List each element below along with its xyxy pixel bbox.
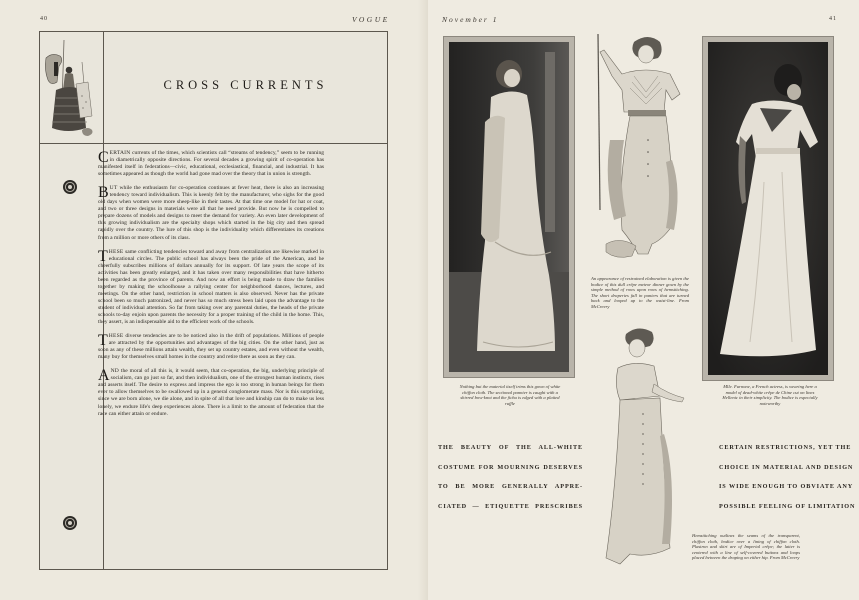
- drop-cap: T: [98, 247, 108, 265]
- frame-divider-horizontal: [40, 143, 387, 144]
- rosette-ornament-icon: [62, 179, 78, 195]
- woman-in-chiffon-gown-photo: [449, 42, 569, 372]
- sketch-hemstitched-gown: [592, 324, 692, 572]
- page-number-right: 41: [829, 16, 837, 22]
- photo-white-chiffon-gown: [444, 37, 574, 377]
- article-body: [98, 150, 324, 425]
- sketch-caption: Hemstitching outlines the seams of the transparent, chiffon cloth, bodice over a lining of chiffon cloth. Plastron and skirt are of Imperial crêpe; the latter is centered with a line of self-covered buttons and loops placed between the draping on either hip. From McCreery: [692, 533, 800, 561]
- article-paragraph: THESE diverse tendencies are to be noticed also in the drift of populations. Millions of people are attracted by the opportunities and advantages of the big cities. On the other hand, just as soon as any of these millions attain wealth, they set up country estates, and even without the wealth, many buy for themselves small homes in the country and retire there as soon as they can.: [98, 332, 324, 361]
- woman-at-easel-illustration: [42, 34, 100, 140]
- rosette-ornament-icon: [62, 515, 78, 531]
- drop-cap: T: [98, 332, 108, 350]
- article-title: CROSS CURRENTS: [163, 78, 328, 92]
- photo-caption: Nothing but the material itself trims this gown of white chiffon cloth. The sectional pannier is caught with a shirred bow-knot and the fichu is edged with a plaited ruffle: [459, 384, 561, 406]
- sketch-caption: An appearance of restrained elaboration is given the bodice of this dull crêpe meteor dinner gown by the simple method of rows upon rows of hemstitching. The short draperies fall in paniers that are turned back and looped up to the waist-line. From McCreery: [591, 276, 689, 309]
- article-paragraph: CERTAIN currents of the times, which scientists call “streams of tendency,” seem to be running in diametrically opposite directions. For several decades a growing spirit of co-operation has manifested itself in federations—civic, educational, ecclesiastical, financial, and industrial. It has sometimes appeared as though the world had gone mad over the theory that in union is strength.: [98, 149, 324, 178]
- running-head-vogue: VOGUE: [352, 15, 390, 24]
- pull-quote-right: CERTAIN RESTRICTIONS, YET THE CHOICE IN MATERIAL AND DESIGN IS WIDE ENOUGH TO OBVIATE ANY POSSIBLE FEELING OF LIMITATION: [719, 444, 856, 510]
- title-cell: [104, 32, 387, 143]
- running-head-date: November 1: [442, 15, 499, 24]
- woman-in-crepe-gown-photo: [708, 42, 828, 375]
- drop-cap: B: [98, 184, 109, 202]
- photo-crepe-de-chine-gown: [703, 37, 833, 380]
- article-paragraph: AND the moral of all this is, it would seem, that co-operation, the big, underlying principle of socialism, can go just so far, and then individualism, one of the strongest human instincts, rises and asserts itself. The desire to express and impress the ego is too strong in human beings for them ever to allow themselves to be swallowed up in a general conglomerate mass. Nor is this surprising, since we are born alone, we die alone, and in spite of all that love and kinship can do to make us less lonely, we endure life's deep experiences alone. There is a limit to the amount of federation that the race can either attain or endure.: [98, 367, 324, 417]
- sketch-dinner-gown: [586, 30, 696, 270]
- drop-cap: C: [98, 149, 109, 166]
- left-page: [0, 0, 428, 600]
- page-number-left: 40: [40, 16, 48, 22]
- article-paragraph: BUT while the enthusiasm for co-operation continues at fever heat, there is also an increasing tendency toward individualism. This is keenly felt by the manufacturer, who sighs for the good old days when women were more sheep-like in their tastes. At that time one model for hat or coat, and two or three designs in materials were all that he need provide. But now he is compelled to prepare dozens of models and designs to meet the demand for variety. An even later development of this growing individualism are the specialty shops which started in the big city and then spread rapidly over the country. The lure of this shop is the individuality which differentiates its creations from a million or more others of its class.: [98, 184, 324, 241]
- pull-quote-left: THE BEAUTY OF THE ALL-WHITE COSTUME FOR MOURNING DESERVES TO BE MORE GENERALLY APPRE- CIATED — ETIQUETTE PRESCRIBES: [438, 444, 583, 510]
- article-paragraph: THESE same conflicting tendencies toward and away from centralization are likewise marked in educational circles. The public school has always been the pride of the American, and he cheerfully subscribes millions of dollars annually for its support. Of late years the scope of its activities has been greatly enlarged, and it has taken over many responsibilities that have hitherto been regarded as the province of parents. And now an effort is being made to draw the families together by making the schoolhouse a rallying center for neighborhood dances, lectures, and meetings. On the other hand, restriction in school matters is also observed. Never has the private school been so much patronized, and never has so much stress been laid upon the advantage to the student of individual attention. So far from taking over any parental duties, the heads of the private schools to-day enjoin upon parents the necessity for a proper training of the child in the home. This, they assert, is an indispensable aid to the efficient work of the schools.: [98, 247, 324, 326]
- photo-caption: Mlle. Furnone, a French actress, is wearing here a model of dead-white crêpe de Chine cut on lines Hellenic in their simplicity. The bodice is especially noteworthy: [722, 384, 818, 406]
- right-page: [428, 0, 859, 600]
- drop-cap: A: [98, 367, 110, 385]
